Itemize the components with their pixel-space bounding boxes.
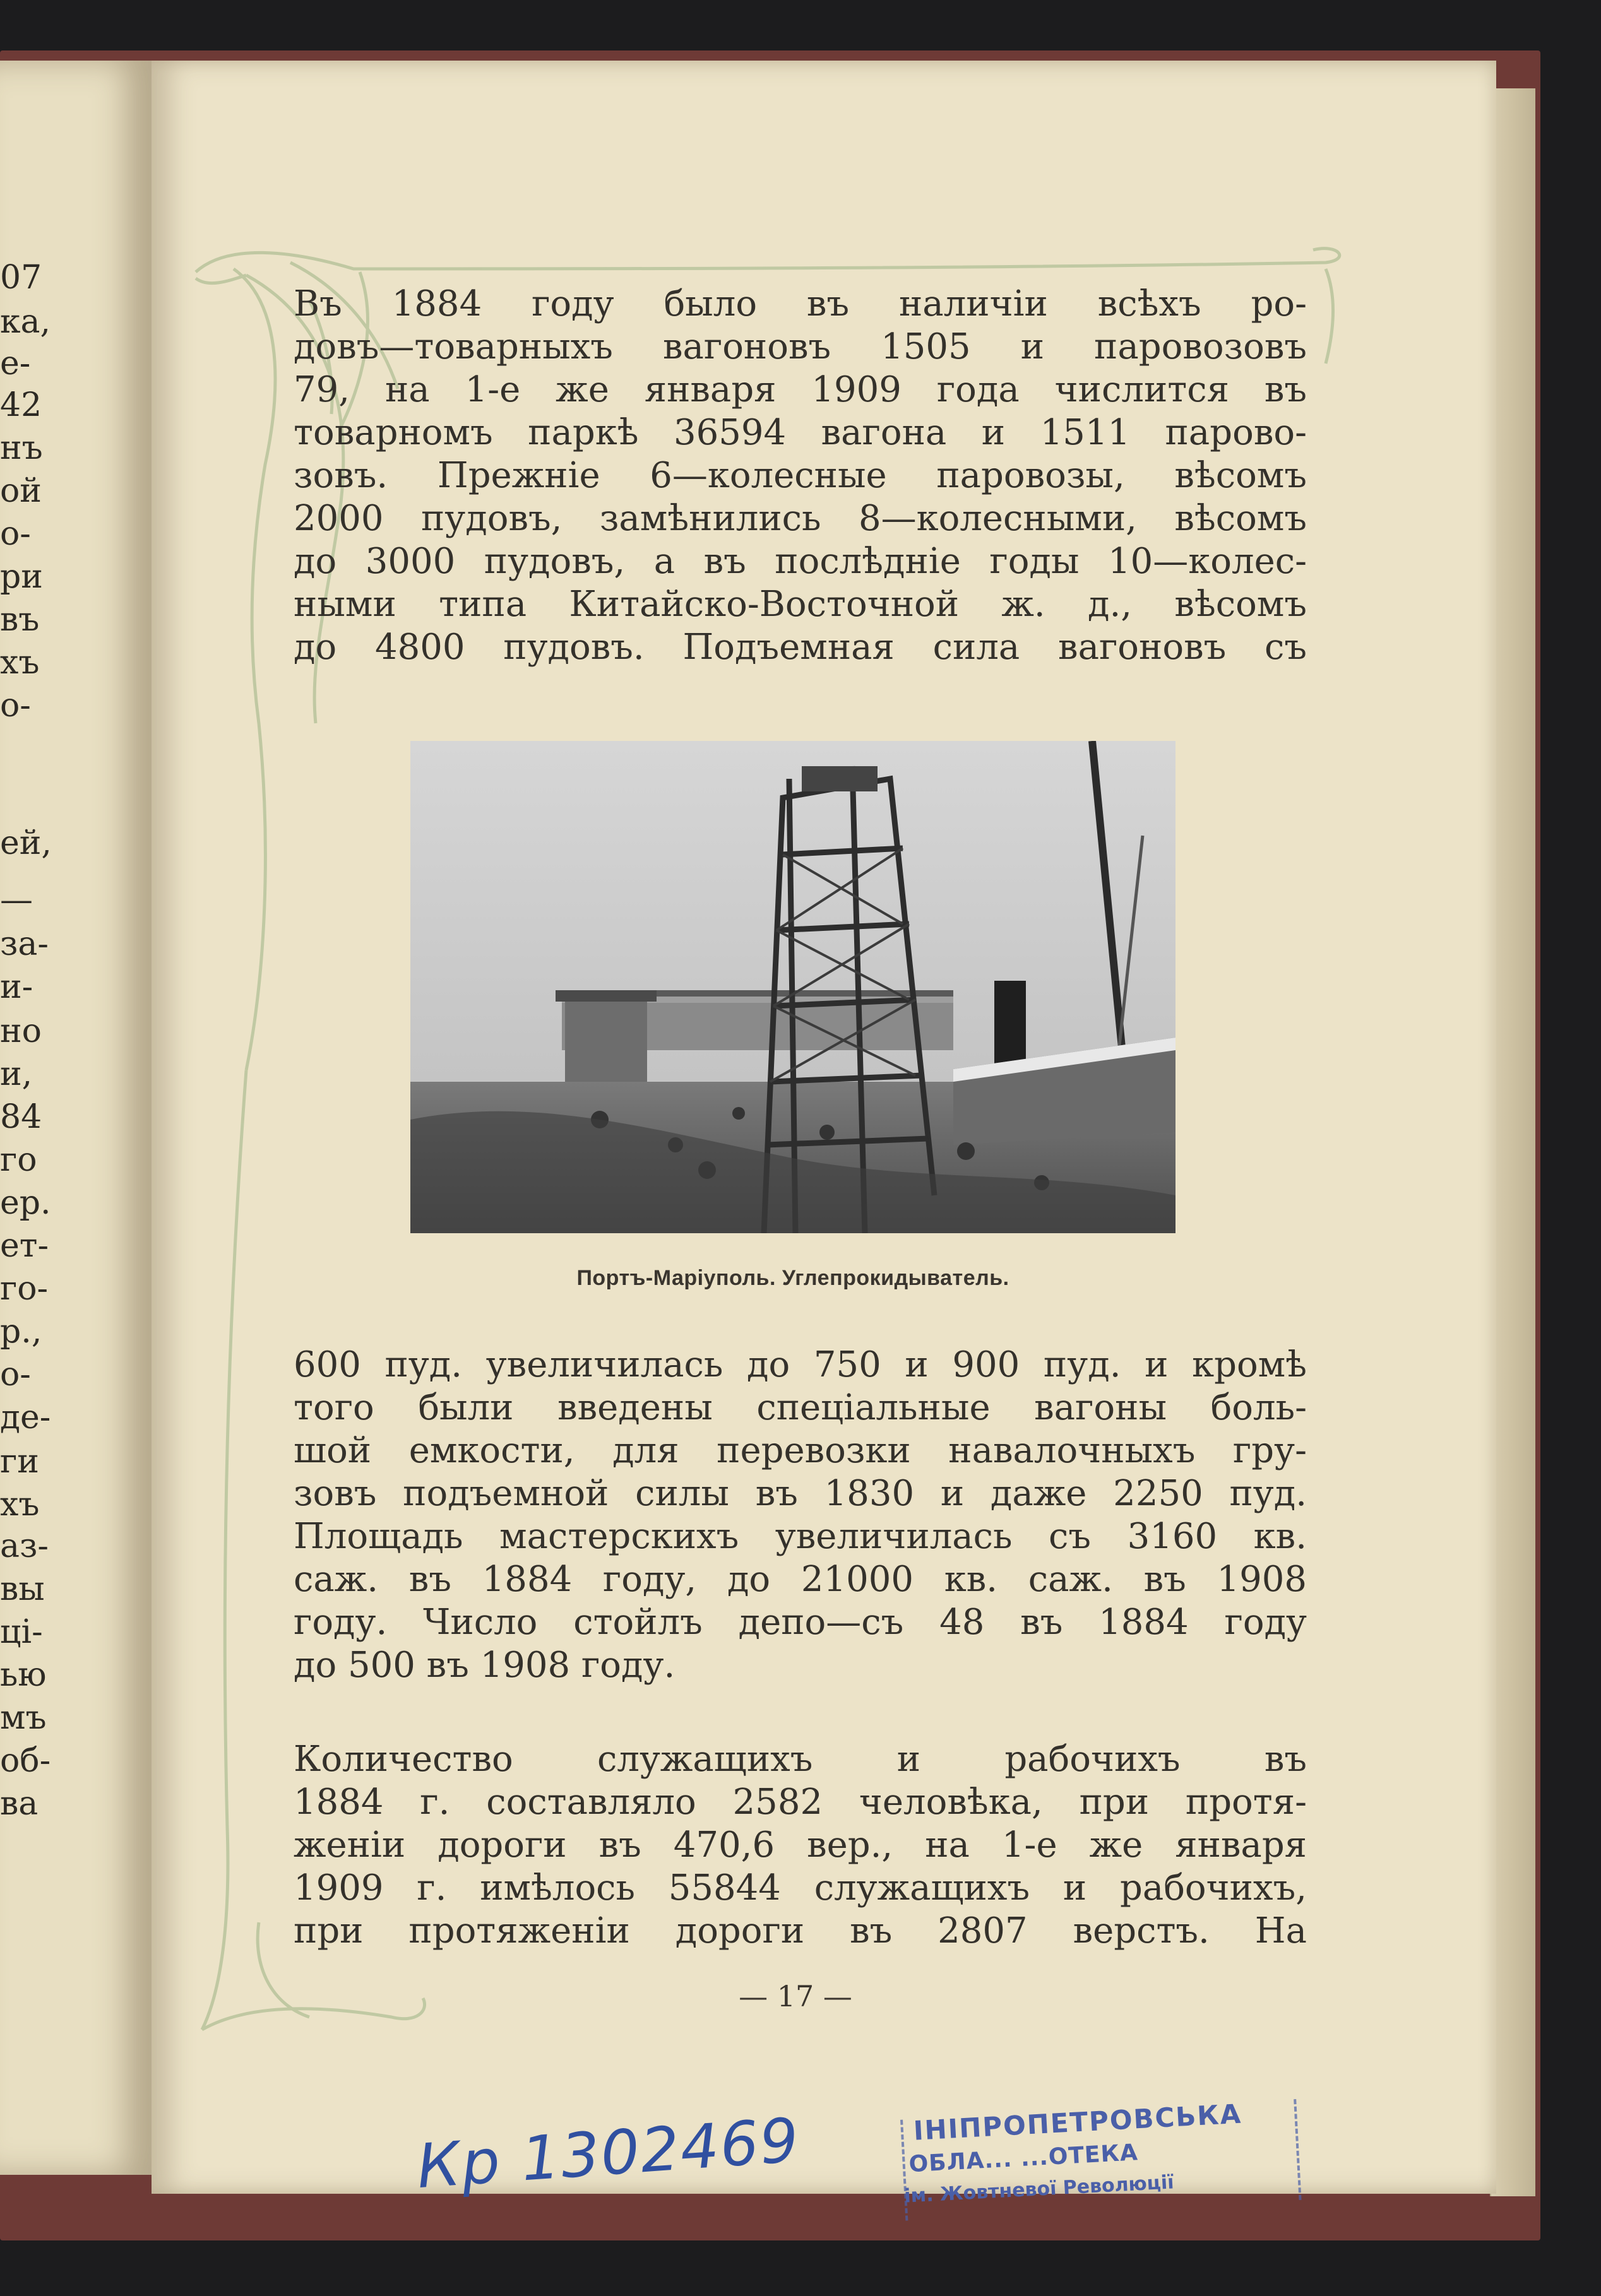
text-line: при протяженіи дороги въ 2807 верстъ. На [294, 1910, 1307, 1951]
left-page-fragment: ет- [0, 1227, 49, 1265]
handwritten-shelfmark: Кр 1302469 [414, 2104, 802, 2203]
text-line: 1909 г. имѣлось 55844 служащихъ и рабочихъ, [294, 1867, 1307, 1908]
left-page-fragment: хъ [0, 644, 40, 682]
left-page-fragment: и- [0, 968, 33, 1006]
left-page-fragment: 07 [0, 259, 42, 297]
text-line: саж. въ 1884 году, до 21000 кв. саж. въ 1908 [294, 1559, 1307, 1600]
paragraph-1 [294, 283, 1307, 669]
left-page-fragment: ці- [0, 1613, 43, 1651]
text-line: шой емкости, для перевозки навалочныхъ гру- [294, 1430, 1307, 1471]
text-line: зовъ подъемной силы въ 1830 и даже 2250 пуд. [294, 1473, 1307, 1514]
text-line: до 4800 пудовъ. Подъемная сила вагоновъ съ [294, 627, 1307, 668]
left-page-fragment: ей, [0, 824, 52, 862]
left-page-fragment: ва [0, 1785, 39, 1823]
page-edges [1490, 88, 1535, 2196]
text-line: довъ—товарныхъ вагоновъ 1505 и паровозовъ [294, 326, 1307, 367]
text-line: до 500 въ 1908 году. [294, 1645, 676, 1686]
left-page-fragment: хъ [0, 1486, 40, 1524]
left-page-fragment: 42 [0, 386, 42, 424]
text-line: 1884 г. составляло 2582 человѣка, при протя- [294, 1782, 1307, 1823]
left-page-fragment: ги [0, 1443, 39, 1481]
left-page-fragment: о- [0, 687, 31, 725]
left-page-fragment: 84 [0, 1098, 42, 1136]
left-page-fragment: о- [0, 515, 31, 553]
text-line: товарномъ паркѣ 36594 вагона и 1511 парово- [294, 412, 1307, 453]
left-page-fragment: вы [0, 1570, 45, 1608]
right-page [152, 61, 1496, 2208]
library-stamp [900, 2095, 1310, 2229]
left-page-fragment: об- [0, 1742, 51, 1780]
text-line: Площадь мастерскихъ увеличилась съ 3160 кв. [294, 1516, 1307, 1557]
paragraph-2 [294, 1344, 1307, 1687]
stamp-line-1: ІНІПРОПЕТРОВСЬКА [912, 2098, 1243, 2146]
left-page [0, 61, 152, 2175]
coal-tipper-photo [410, 741, 1175, 1233]
left-page-fragment: аз- [0, 1527, 49, 1565]
left-page-fragment: но [0, 1012, 42, 1050]
left-page-fragment: го [0, 1141, 37, 1179]
text-line: до 3000 пудовъ, а въ послѣдніе годы 10—колес- [294, 541, 1307, 582]
left-page-fragment: де- [0, 1399, 51, 1436]
left-page-fragment: — [0, 881, 33, 919]
text-line: женіи дороги въ 470,6 вер., на 1-е же января [294, 1825, 1307, 1866]
left-page-fragment: ер. [0, 1184, 51, 1222]
left-page-fragment: за- [0, 925, 49, 963]
left-page-fragment: ой [0, 472, 42, 510]
text-line: зовъ. Прежніе 6—колесные паровозы, вѣсомъ [294, 455, 1307, 496]
left-page-fragment: въ [0, 601, 40, 639]
text-line: 600 пуд. увеличилась до 750 и 900 пуд. и кромѣ [294, 1344, 1307, 1385]
text-line: ными типа Китайско-Восточной ж. д., вѣсомъ [294, 584, 1307, 625]
left-page-fragment: е- [0, 345, 31, 382]
left-page-fragment: мъ [0, 1699, 47, 1737]
left-page-fragment: ка, [0, 303, 51, 341]
text-line: Количество служащихъ и рабочихъ въ [294, 1739, 1307, 1780]
left-page-fragment: р., [0, 1313, 42, 1351]
left-page-fragment: ью [0, 1656, 47, 1694]
text-line: 79, на 1-е же января 1909 года числится въ [294, 369, 1307, 410]
left-page-fragment: го- [0, 1270, 49, 1308]
stamp-line-2: ОБЛА... ...ОТЕКА [908, 2139, 1139, 2178]
paragraph-3 [294, 1738, 1307, 1953]
text-line: Въ 1884 году было въ наличіи всѣхъ ро- [294, 283, 1307, 324]
left-page-fragment: ри [0, 558, 43, 596]
text-line: году. Число стойлъ депо—съ 48 въ 1884 году [294, 1602, 1307, 1643]
photo-caption: Портъ-Маріуполь. Углепрокидыватель. [576, 1266, 1009, 1290]
left-page-fragment: о- [0, 1356, 31, 1394]
left-page-fragment: и, [0, 1055, 33, 1093]
page-number: — 17 — [739, 1979, 852, 2013]
text-line: того были введены спеціальные вагоны боль- [294, 1387, 1307, 1428]
left-page-fragment: нъ [0, 429, 43, 467]
stamp-border [900, 2099, 1302, 2221]
stamp-line-3: ім. Жовтневої Революції [903, 2171, 1175, 2208]
text-line: 2000 пудовъ, замѣнились 8—колесными, вѣсомъ [294, 498, 1307, 539]
